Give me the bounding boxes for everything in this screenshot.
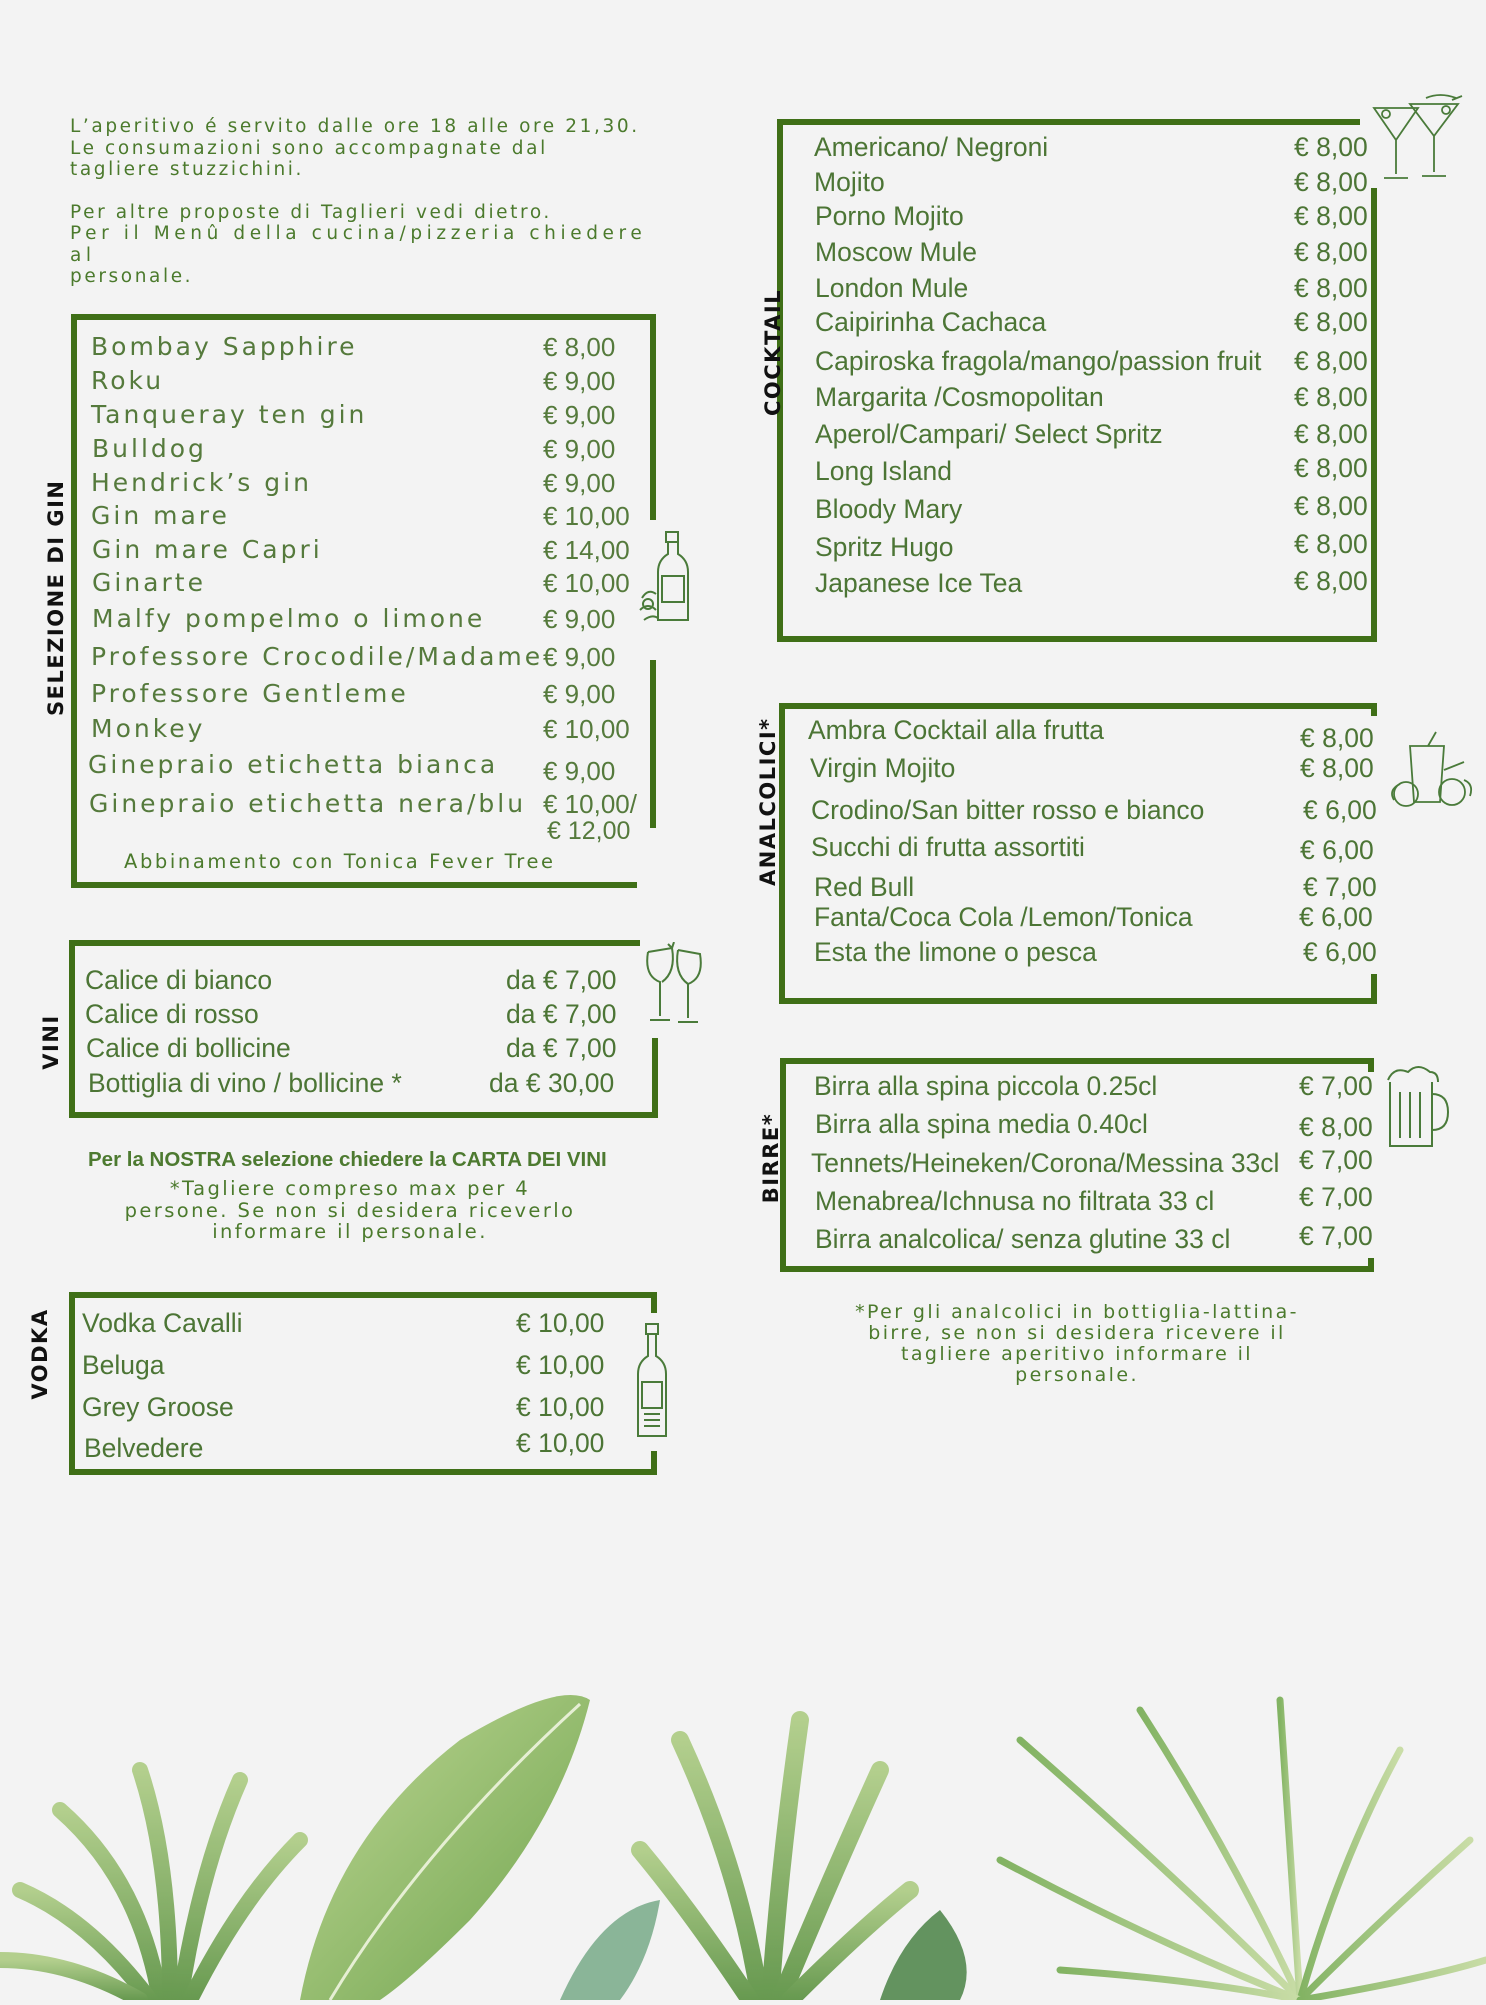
gin-item-price: € 9,00 xyxy=(543,756,616,786)
birre-item-name: Birra analcolica/ senza glutine 33 cl xyxy=(815,1224,1231,1254)
cocktail-section-label: COCKTAIL xyxy=(761,288,785,416)
vodka-item-price: € 10,00 xyxy=(516,1392,605,1422)
gin-item-price: € 8,00 xyxy=(543,332,616,362)
note-line: *Per gli analcolici in bottiglia-lattina- xyxy=(855,1301,1299,1323)
birre-item-price: € 7,00 xyxy=(1299,1221,1373,1251)
cocktail-item-name: Moscow Mule xyxy=(815,237,977,267)
analcolici-item-name: Esta the limone o pesca xyxy=(814,937,1097,967)
birre-item-name: Birra alla spina piccola 0.25cl xyxy=(814,1071,1158,1101)
tagliere-note-line: informare il personale. xyxy=(212,1220,488,1243)
analcolici-item-name: Red Bull xyxy=(814,872,915,902)
cocktail-item-price: € 8,00 xyxy=(1294,453,1368,483)
juice-glass-icon xyxy=(1384,730,1476,820)
carta-vini-note: Per la NOSTRA selezione chiedere la CARTA DEI VINI xyxy=(88,1148,607,1171)
birre-item-name: Tennets/Heineken/Corona/Messina 33cl xyxy=(811,1148,1280,1178)
cocktail-item-name: Mojito xyxy=(814,167,885,197)
analcolici-item-price: € 6,00 xyxy=(1300,835,1374,865)
analcolici-section-label: ANALCOLICI* xyxy=(756,717,780,886)
birre-item-price: € 7,00 xyxy=(1299,1145,1373,1175)
vodka-item-price: € 10,00 xyxy=(516,1308,605,1338)
gin-item-price: € 9,00 xyxy=(543,679,616,709)
vodka-section-label: VODKA xyxy=(28,1308,52,1400)
tagliere-note-line: *Tagliere compreso max per 4 xyxy=(169,1177,531,1200)
vodka-bottle-icon xyxy=(630,1322,674,1440)
analcolici-item-price: € 8,00 xyxy=(1300,753,1374,783)
birre-item-price: € 7,00 xyxy=(1299,1071,1373,1101)
birre-item-price: € 7,00 xyxy=(1299,1182,1373,1212)
analcolici-item-name: Succhi di frutta assortiti xyxy=(811,832,1085,862)
cocktail-item-name: Long Island xyxy=(815,456,953,486)
vodka-item-name: Vodka Cavalli xyxy=(82,1308,243,1338)
cocktail-item-price: € 8,00 xyxy=(1294,382,1368,412)
gin-item-price-extra: € 12,00 xyxy=(547,817,631,845)
cocktail-item-price: € 8,00 xyxy=(1294,566,1368,596)
cocktail-item-name: Capiroska fragola/mango/passion fruit xyxy=(815,346,1262,376)
gin-item-price: € 9,00 xyxy=(543,400,616,430)
vodka-item-name: Beluga xyxy=(82,1350,165,1380)
gin-item-name: Gin mare Capri xyxy=(92,535,323,564)
cocktail-item-price: € 8,00 xyxy=(1294,346,1368,376)
intro-line: Per il Menû della cucina/pizzeria chiedere al xyxy=(70,223,647,266)
gin-item-name: Bulldog xyxy=(92,434,207,463)
analcolici-item-name: Virgin Mojito xyxy=(810,753,956,783)
cocktail-glasses-icon xyxy=(1366,94,1472,190)
vini-item-name: Calice di bianco xyxy=(85,965,273,995)
gin-item-price: € 9,00 xyxy=(543,366,616,396)
analcolici-item-name: Fanta/Coca Cola /Lemon/Tonica xyxy=(814,902,1193,932)
gin-footer: Abbinamento con Tonica Fever Tree xyxy=(124,850,556,873)
birre-item-name: Birra alla spina media 0.40cl xyxy=(815,1109,1148,1139)
gin-item-name: Ginepraio etichetta bianca xyxy=(88,750,499,779)
gin-item-price: € 9,00 xyxy=(543,642,616,672)
intro-line: Le consumazioni sono accompagnate dal xyxy=(70,137,548,159)
vini-item-price: da € 30,00 xyxy=(489,1068,615,1098)
cocktail-item-name: Bloody Mary xyxy=(815,494,963,524)
vini-item-price: da € 7,00 xyxy=(506,999,617,1029)
note-line: personale. xyxy=(1015,1364,1139,1386)
vini-item-name: Calice di rosso xyxy=(85,999,259,1029)
birre-section-label: BIRRE* xyxy=(759,1112,783,1204)
tagliere-note-line: persone. Se non si desidera riceverlo xyxy=(124,1198,576,1222)
intro-line: tagliere stuzzichini. xyxy=(70,159,305,180)
cocktail-item-name: Aperol/Campari/ Select Spritz xyxy=(815,419,1163,449)
vini-item-name: Bottiglia di vino / bollicine * xyxy=(88,1068,402,1098)
gin-item-name: Hendrick’s gin xyxy=(91,468,312,497)
gin-item-name: Bombay Sapphire xyxy=(91,332,358,361)
wine-glasses-icon xyxy=(638,942,710,1032)
cocktail-item-name: Caipirinha Cachaca xyxy=(815,307,1047,337)
cocktail-item-price: € 8,00 xyxy=(1294,167,1368,197)
analcolici-item-price: € 6,00 xyxy=(1303,795,1377,825)
tagliere-note xyxy=(70,1178,630,1243)
gin-bottle-icon xyxy=(636,528,698,626)
vodka-item-name: Grey Groose xyxy=(82,1392,234,1422)
vodka-item-price: € 10,00 xyxy=(516,1350,605,1380)
vini-section-label: VINI xyxy=(39,1014,63,1070)
cocktail-item-price: € 8,00 xyxy=(1294,201,1368,231)
intro-line: Per altre proposte di Taglieri vedi dietro. xyxy=(70,201,552,223)
analcolici-item-price: € 6,00 xyxy=(1299,902,1373,932)
analcolici-item-price: € 7,00 xyxy=(1303,872,1377,902)
intro-text xyxy=(70,116,658,309)
analcolici-item-price: € 8,00 xyxy=(1300,723,1374,753)
gin-item-price: € 10,00 xyxy=(543,501,630,531)
intro-line: L’aperitivo é servito dalle ore 18 alle ore 21,30. xyxy=(70,116,640,137)
analcolici-birre-note xyxy=(778,1302,1376,1386)
intro-line: personale. xyxy=(70,266,194,287)
cocktail-item-price: € 8,00 xyxy=(1294,529,1368,559)
birre-item-name: Menabrea/Ichnusa no filtrata 33 cl xyxy=(815,1186,1215,1216)
cocktail-item-name: Margarita /Cosmopolitan xyxy=(815,382,1104,412)
beer-mug-icon xyxy=(1382,1062,1452,1152)
vini-item-price: da € 7,00 xyxy=(506,1033,617,1063)
vini-item-price: da € 7,00 xyxy=(506,965,617,995)
cocktail-item-name: Spritz Hugo xyxy=(815,532,954,562)
gin-item-price: € 10,00 xyxy=(543,714,630,744)
vodka-item-name: Belvedere xyxy=(84,1433,204,1463)
gin-item-price: € 9,00 xyxy=(543,468,616,498)
gin-item-name: Professore Gentleme xyxy=(91,679,409,708)
gin-section-label: SELEZIONE DI GIN xyxy=(44,479,68,716)
birre-item-price: € 8,00 xyxy=(1299,1112,1373,1142)
vini-item-name: Calice di bollicine xyxy=(86,1033,291,1063)
gin-item-name: Professore Crocodile/Madame xyxy=(91,642,544,671)
cocktail-item-name: Porno Mojito xyxy=(815,201,964,231)
note-line: birre, se non si desidera ricevere il xyxy=(868,1322,1286,1344)
gin-item-price: € 9,00 xyxy=(543,434,616,464)
gin-item-price: € 14,00 xyxy=(543,535,630,565)
cocktail-item-name: London Mule xyxy=(815,273,969,303)
gin-item-price: € 9,00 xyxy=(543,604,616,634)
cocktail-item-name: Americano/ Negroni xyxy=(814,132,1049,162)
note-line: tagliere aperitivo informare il xyxy=(901,1343,1253,1365)
gin-item-price: € 10,00 xyxy=(543,568,630,598)
tropical-leaves-decoration xyxy=(0,1660,1486,2000)
cocktail-item-name: Japanese Ice Tea xyxy=(815,568,1023,598)
gin-item-name: Ginepraio etichetta nera/blu xyxy=(89,789,527,818)
analcolici-item-name: Ambra Cocktail alla frutta xyxy=(808,715,1105,745)
cocktail-item-price: € 8,00 xyxy=(1294,273,1368,303)
gin-item-name: Tanqueray ten gin xyxy=(91,400,368,429)
cocktail-item-price: € 8,00 xyxy=(1294,237,1368,267)
gin-item-name: Monkey xyxy=(91,714,206,743)
vodka-item-price: € 10,00 xyxy=(516,1428,605,1458)
gin-item-name: Malfy pompelmo o limone xyxy=(92,604,486,633)
gin-item-name: Roku xyxy=(91,366,165,395)
cocktail-item-price: € 8,00 xyxy=(1294,307,1368,337)
cocktail-item-price: € 8,00 xyxy=(1294,419,1368,449)
analcolici-item-price: € 6,00 xyxy=(1303,937,1377,967)
analcolici-item-name: Crodino/San bitter rosso e bianco xyxy=(811,795,1205,825)
cocktail-item-price: € 8,00 xyxy=(1294,132,1368,162)
gin-item-name: Gin mare xyxy=(91,501,230,530)
gin-item-price: € 10,00/ xyxy=(543,789,637,819)
gin-item-name: Ginarte xyxy=(92,568,206,597)
cocktail-item-price: € 8,00 xyxy=(1294,491,1368,521)
